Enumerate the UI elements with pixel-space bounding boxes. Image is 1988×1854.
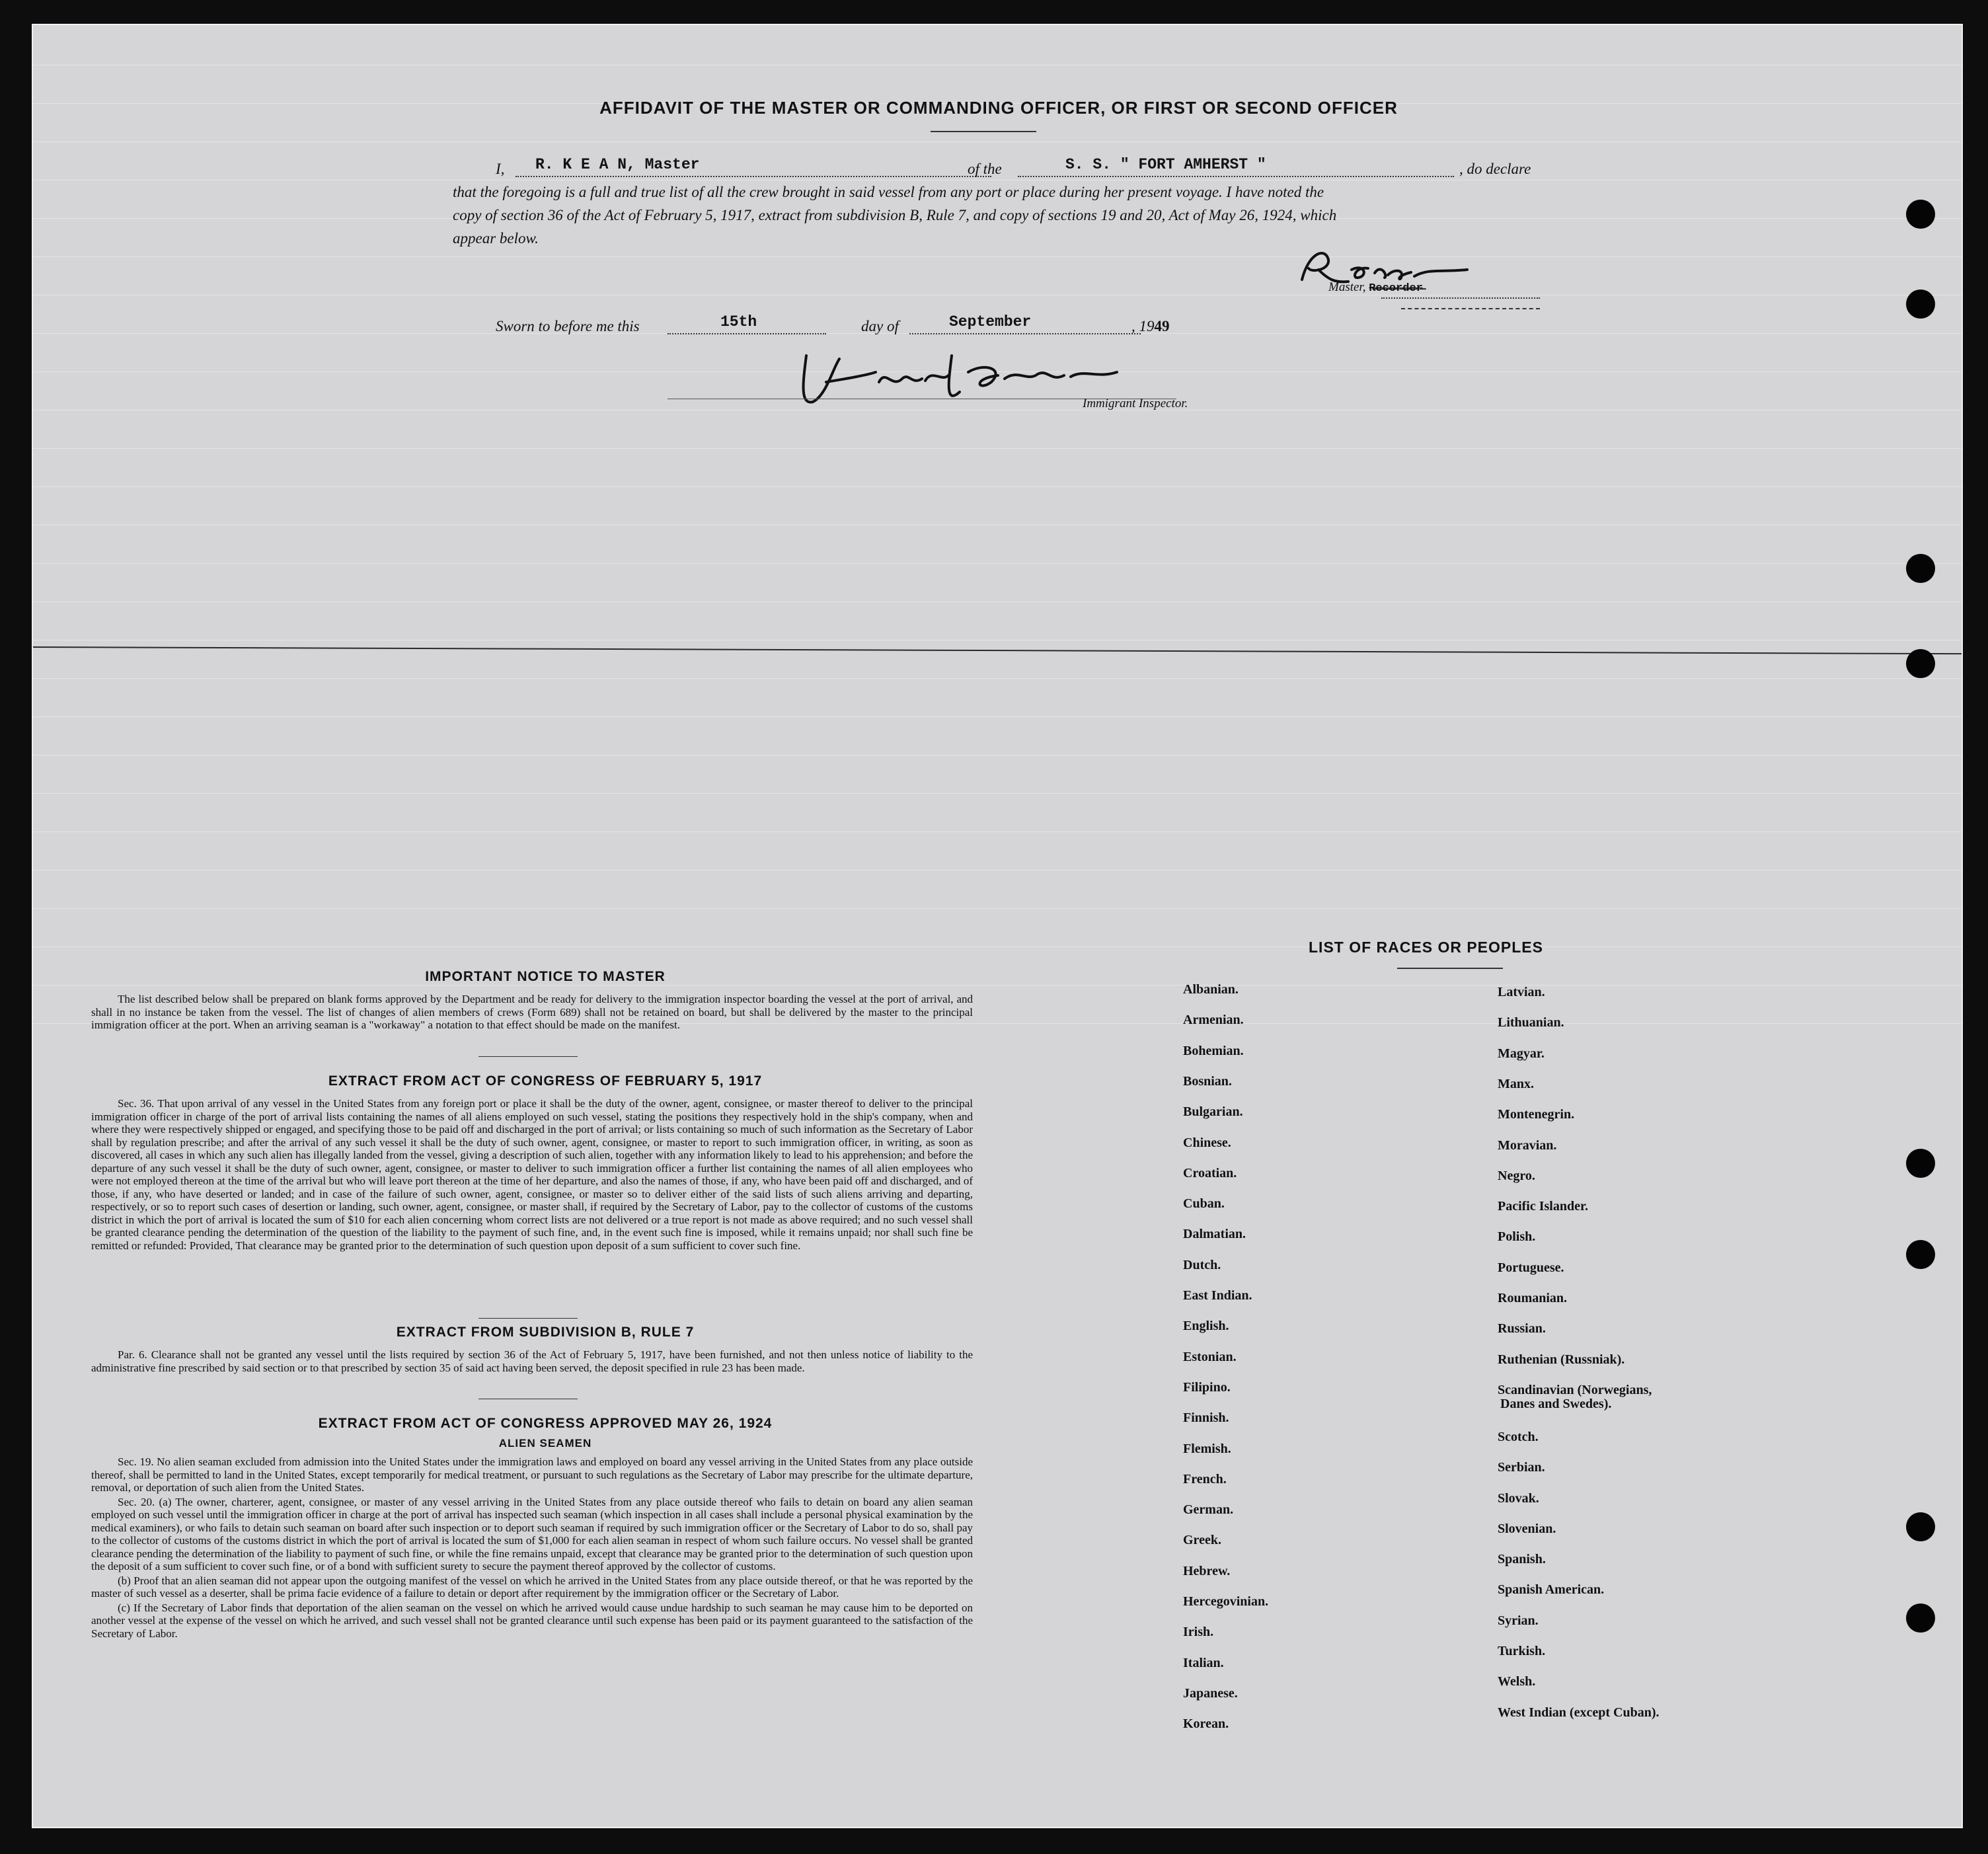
master-label-text: Master, [1328,280,1366,294]
vessel-name: S. S. " FORT AMHERST " [1065,156,1266,173]
race-item: English. [1183,1319,1229,1334]
declaration-line-3: copy of section 36 of the Act of February 5, 1917, extract from subdivision B, Rule 7, and copy of sections 19 and 20, Act of May 26, 1924, which [453,207,1337,223]
race-item: Polish. [1498,1229,1536,1245]
declaration-pronoun: I, [496,161,505,177]
race-item: Slovak. [1498,1490,1539,1506]
notice-rule [478,1056,578,1057]
day-line [668,333,826,334]
race-item: Turkish. [1498,1644,1546,1658]
fold-line [33,646,1963,654]
race-item: Korean. [1183,1717,1229,1732]
inspector-label: Immigrant Inspector. [1083,397,1188,410]
races-rule [1397,968,1503,969]
bleed-through-text [311,395,319,410]
binder-hole [1906,1240,1935,1269]
race-item: French. [1183,1471,1227,1487]
race-item: Bulgarian. [1183,1104,1243,1120]
alien-seamen-subtitle: ALIEN SEAMEN [498,1437,592,1449]
sworn-day: 15th [720,313,757,330]
race-item: Italian. [1183,1655,1224,1670]
rule-7-title: EXTRACT FROM SUBDIVISION B, RULE 7 [396,1325,695,1340]
section-20c-text: (c) If the Secretary of Labor finds that deportation of the alien seaman on the vessel on which he arrived would cause undue hardship to such seaman he may cause him to be deported on another vessel at the expense of the vessel on which he arrived, and such vessel shall not be granted clearance until such expense has been paid or its payment guaranteed to the satisfaction of the Secretary of Labor. [91,1601,973,1640]
race-item: Filipino. [1183,1379,1231,1395]
extract-1917-rule [478,1318,578,1319]
race-item: Pacific Islander. [1498,1199,1589,1214]
race-item: Ruthenian (Russniak). [1498,1352,1625,1367]
race-item: East Indian. [1183,1288,1252,1303]
binder-hole [1906,200,1935,229]
month-line [909,333,1141,334]
race-item: Dutch. [1183,1257,1221,1272]
year-prefix: , 19 [1131,318,1155,334]
race-item: Chinese. [1183,1135,1231,1150]
year-value: 49 [1154,318,1170,334]
race-item: Albanian. [1183,982,1239,997]
race-item: Scotch. [1498,1429,1539,1444]
race-item: Serbian. [1498,1460,1545,1475]
section-19-text: Sec. 19. No alien seaman excluded from admission into the United States under the immigration laws and employed on board any vessel arriving in the United States from any place outside thereof, shall be permitted to land in the United States, except temporarily for medical treatment, or pursuant to such regulations as the Secretary of Labor may prescribe for the ultimate departure, removal, or deportation of such alien from the United States. [91,1455,973,1494]
of-the-text: of the [968,161,1002,177]
vessel-line [1018,176,1454,177]
extract-1924-title: EXTRACT FROM ACT OF CONGRESS APPROVED MAY 26, 1924 [318,1416,773,1431]
name-line [516,176,991,177]
race-item: Spanish. [1498,1552,1546,1567]
master-name: R. K E A N, Master [535,156,700,173]
binder-hole [1906,1512,1935,1541]
race-item: Bosnian. [1183,1073,1232,1089]
race-item: Montenegrin. [1498,1107,1575,1122]
sworn-month: September [949,313,1032,330]
notice-text [91,993,973,1033]
race-item: Armenian. [1183,1013,1244,1028]
race-item: Japanese. [1183,1685,1238,1701]
race-item: Welsh. [1498,1674,1536,1689]
race-item: Portuguese. [1498,1260,1564,1275]
document-page [32,24,1963,1828]
master-bottom-line [1401,308,1540,309]
race-item: Roumanian. [1498,1291,1568,1305]
section-20a-text: Sec. 20. (a) The owner, charterer, agent, consignee, or master of any vessel arriving in the United States from any place outside thereof who fails to detain on board any alien seaman employed on such vessel until the immigration officer in charge at the port of arrival has inspected such seaman (which inspection in all cases shall include a personal physical examination by the medical examiners), or who fails to detain such seaman on board after such inspection or to deport such seaman if required by such immigration officer or the Secretary of Labor to do so, shall pay to the collector of customs of the customs district in which the port of arrival is located the sum of $1,000 for each alien seaman in respect of whom such failure occurs. No vessel shall be granted clearance pending the determination of the liability to payment of such fine, or while the fine remains unpaid, except that clearance may be granted prior to the determination of such question upon the deposit of a sum sufficient to cover such fine, or of a bond with sufficient surety to secure the payment thereof approved by the collector of customs. [91,1495,973,1572]
race-item: Danes and Swedes). [1500,1396,1612,1411]
master-signature-line [1381,297,1540,299]
master-label [1328,280,1423,295]
race-item: Latvian. [1498,985,1545,999]
notice-paragraph: The list described below shall be prepared on blank forms approved by the Department and be ready for delivery to the immigration inspector boarding the vessel at the port of arrival, and shall in no instance be taken from the vessel. The list of changes of alien members of crews (Form 689) shall not be retained on board, but shall be delivered by the master to the principal immigration officer at the port. When an arriving seaman is a "workaway" a notation to that effect should be made on the manifest. [91,993,973,1031]
race-item: Hercegovinian. [1183,1594,1269,1609]
race-item: Slovenian. [1498,1521,1556,1536]
year-text [1131,315,1170,338]
sworn-text: Sworn to before me this [496,318,640,334]
affidavit-title: AFFIDAVIT OF THE MASTER OR COMMANDING OFFICER, OR FIRST OR SECOND OFFICER [599,98,1398,118]
section-36-text: Sec. 36. That upon arrival of any vessel in the United States from any foreign port or place it shall be the duty of the owner, agent, consignee, or master thereof to deliver to the principal immigration officer in charge of the port of arrival lists containing the names of all aliens employed on such vessel, stating the positions they respectively hold in the ship's company, when and where they were respectively shipped or engaged, and specifying those to be paid off and discharged in the port of arrival; or lists containing so much of such information as the Secretary of Labor shall by regulation prescribe; and after the arrival of any such vessel it shall be the duty of such owner, agent, consignee, or master to report to such immigration officer, in writing, as soon as discovered, all cases in which any such alien has illegally landed from the vessel, giving a description of such alien, together with any information likely to lead to his apprehension; and before the departure of any such vessel it shall be the duty of such owner, agent, consignee, or master to deliver to such immigration officer a further list containing the names of all alien employees who were not employed thereon at the time of the arrival but who will leave port thereon at the time of her departure, and also the names of those, if any, who have been paid off and discharged, and of those, if any, who have deserted or landed; and in case of the failure of such owner, agent, consignee, or master so to deliver either of the said lists of such aliens arriving and departing, respectively, or so to report such cases of desertion or landing, such owner, agent, consignee, or master shall, if required by the Secretary of Labor, pay to the collector of customs of the customs district in which the port of arrival is located the sum of $10 for each alien concerning whom correct lists are not delivered or a true report is not made as above required; and no such vessel shall be granted clearance pending the determination of the question of the liability to the payment of such fine, and, in the event such fine is imposed, while it remains unpaid; nor shall such fine be remitted or refunded: Provided, That clearance may be granted prior to the determination of such question upon deposit of a sum sufficient to cover such fine. [91,1097,973,1252]
race-item: German. [1183,1502,1234,1518]
race-item: Moravian. [1498,1138,1557,1153]
binder-hole [1906,649,1935,678]
race-item: Greek. [1183,1533,1221,1548]
race-item: Scandinavian (Norwegians, [1498,1382,1652,1397]
races-title: LIST OF RACES OR PEOPLES [1309,939,1543,956]
rule-7-text [91,1348,973,1375]
extract-1917-text [91,1097,973,1253]
extract-1924-text [91,1455,973,1641]
race-item: Magyar. [1498,1046,1545,1061]
declaration-line-2: that the foregoing is a full and true list of all the crew brought in said vessel from any port or place during her present voyage. I have noted the [453,184,1324,200]
race-item: Hebrew. [1183,1563,1231,1578]
race-item: Lithuanian. [1498,1015,1564,1030]
race-item: Irish. [1183,1625,1214,1640]
binder-hole [1906,290,1935,319]
race-item: Bohemian. [1183,1043,1244,1058]
race-item: Finnish. [1183,1410,1229,1426]
title-rule [931,131,1036,132]
day-of-text: day of [861,318,899,334]
race-item: Manx. [1498,1076,1534,1091]
binder-hole [1906,1149,1935,1178]
do-declare-text: , do declare [1459,161,1531,177]
race-item: West Indian (except Cuban). [1498,1705,1660,1720]
binder-hole [1906,1603,1935,1633]
race-item: Spanish American. [1498,1582,1605,1598]
paragraph-6-text: Par. 6. Clearance shall not be granted any vessel until the lists required by section 36 of the Act of February 5, 1917, have been furnished, and not then unless notice of liability to the administrative fine prescribed by said section or to that prescribed by section 35 of said act having been served, the deposit specified in rule 23 has been made. [91,1348,973,1374]
declaration-line-4: appear below. [453,230,539,247]
race-item: Cuban. [1183,1196,1225,1212]
notice-title: IMPORTANT NOTICE TO MASTER [425,969,666,984]
section-20b-text: (b) Proof that an alien seaman did not appear upon the outgoing manifest of the vessel on which he arrived in the United States from any place outside thereof, or that he was reported by the master of such vessel as a deserter, shall be prima facie evidence of a failure to detain or deport after requirement by the immigration officer or the Secretary of Labor. [91,1574,973,1600]
race-item: Russian. [1498,1321,1546,1336]
race-item: Flemish. [1183,1441,1231,1456]
struck-officer-title: R̶e̶c̶o̶r̶d̶e̶r̶ [1369,282,1423,295]
binder-hole [1906,554,1935,583]
race-item: Croatian. [1183,1165,1237,1180]
race-item: Estonian. [1183,1349,1237,1364]
extract-1917-title: EXTRACT FROM ACT OF CONGRESS OF FEBRUARY 5, 1917 [328,1073,763,1089]
race-item: Syrian. [1498,1613,1539,1628]
race-item: Dalmatian. [1183,1227,1246,1242]
race-item: Negro. [1498,1168,1535,1183]
